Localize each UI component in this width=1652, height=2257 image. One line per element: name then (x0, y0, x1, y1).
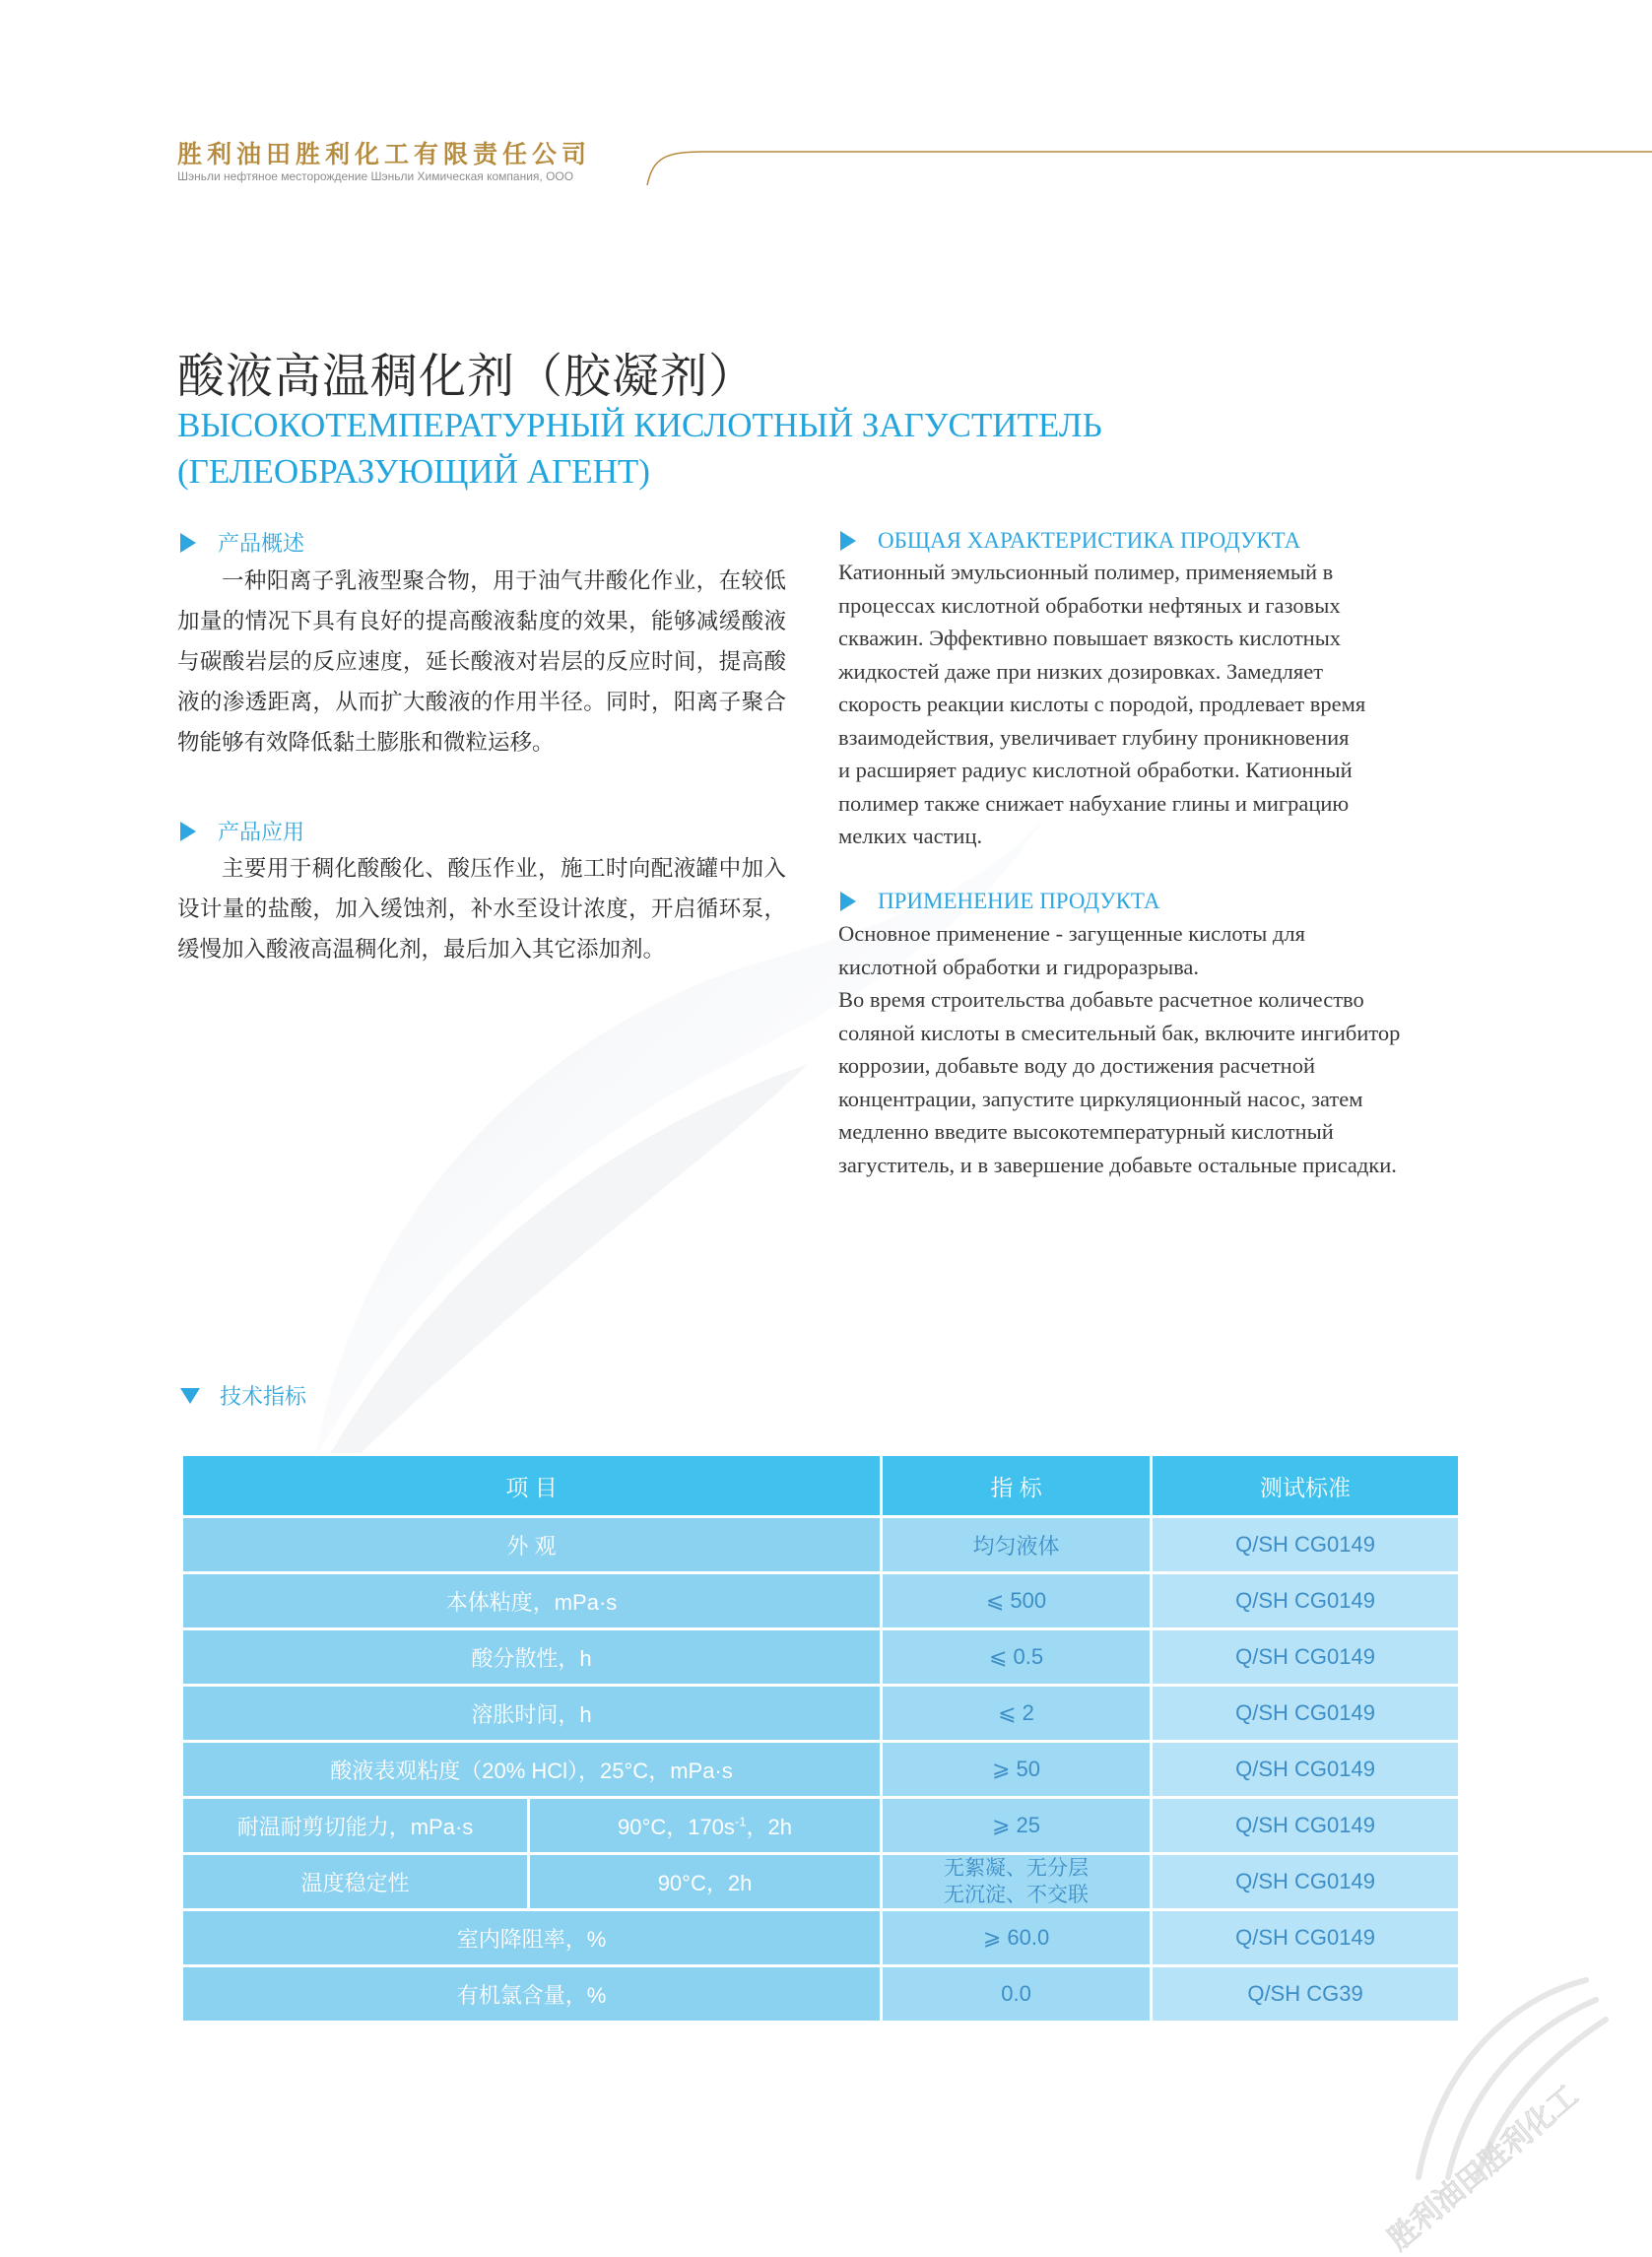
condition-main: 90°C，170s (618, 1814, 735, 1839)
page-title-cn: 酸液高温稠化剂（胶凝剂） (177, 349, 758, 404)
spec-table (180, 1453, 1461, 2024)
section-heading-overview-ru (840, 528, 1300, 554)
cell-value: 0.0 (882, 1966, 1152, 2023)
overview-cn-text: 一种阳离子乳液型聚合物，用于油气井酸化作业，在较低加量的情况下具有良好的提高酸液黏度的效果，能够减缓酸液与碳酸岩层的反应速度，延长酸液对岩层的反应时间，提高酸液的渗透距离，从而扩大酸液的作用半径。同时，阳离子聚合物能够有效降低黏土膨胀和微粒运移。 (177, 568, 786, 756)
section-heading-label: 产品概述 (218, 532, 305, 557)
application-cn-text: 主要用于稠化酸酸化、酸压作业，施工时向配液罐中加入设计量的盐酸，加入缓蚀剂，补水至设计浓度，开启循环泵，缓慢加入酸液高温稠化剂，最后加入其它添加剂。 (177, 856, 786, 963)
cell-item: 温度稳定性 (182, 1854, 529, 1910)
cell-item: 酸分散性，h (182, 1629, 882, 1686)
cell-item: 外 观 (182, 1517, 882, 1573)
watermark-text: 胜利油田胜利化工 (1381, 2079, 1585, 2257)
table-row (182, 1517, 1460, 1573)
cell-value: ⩾ 60.0 (882, 1910, 1152, 1966)
text-line: и расширяет радиус кислотной обработки. Катионный (838, 758, 1353, 782)
company-name-cn: 胜利油田胜利化工有限责任公司 (177, 140, 592, 168)
table-row (182, 1966, 1460, 2023)
column-header-standard: 测试标准 (1152, 1455, 1460, 1517)
text-line: жидкостей даже при низких дозировках. Замедляет (838, 658, 1324, 684)
cell-item: 溶胀时间，h (182, 1686, 882, 1742)
text-line: процессах кислотной обработки нефтяных и газовых (838, 592, 1341, 618)
table-row (182, 1910, 1460, 1966)
cell-value: ⩾ 25 (882, 1798, 1152, 1854)
page-title-ru-line1: ВЫСОКОТЕМПЕРАТУРНЫЙ КИСЛОТНЫЙ ЗАГУСТИТЕЛЬ (177, 406, 1102, 444)
triangle-right-icon (180, 533, 196, 553)
cell-value-line1: 无絮凝、无分层 (944, 1857, 1090, 1880)
cell-item: 耐温耐剪切能力，mPa·s (182, 1798, 529, 1854)
section-heading-label: ПРИМЕНЕНИЕ ПРОДУКТА (878, 889, 1160, 913)
table-row (182, 1629, 1460, 1686)
text-line: кислотной обработки и гидроразрыва. (838, 954, 1200, 979)
triangle-right-icon (840, 892, 856, 911)
cell-standard: Q/SH CG0149 (1152, 1629, 1460, 1686)
text-line: коррозии, добавьте воду до достижения расчетной (838, 1053, 1315, 1078)
section-heading-overview-cn (180, 527, 304, 558)
section-heading-tech (180, 1380, 306, 1411)
section-heading-label: 技术指标 (220, 1385, 307, 1410)
cell-standard: Q/SH CG0149 (1152, 1517, 1460, 1573)
section-heading-application-cn (180, 816, 304, 846)
table-row (182, 1686, 1460, 1742)
cell-standard: Q/SH CG0149 (1152, 1854, 1460, 1910)
table-row (182, 1742, 1460, 1798)
section-heading-label: 产品应用 (218, 821, 305, 845)
section-heading-application-ru (840, 889, 1159, 914)
text-line: скорость реакции кислоты с породой, продлевает время (838, 692, 1366, 716)
table-row (182, 1573, 1460, 1629)
text-line: Во время строительства добавьте расчетное количество (838, 987, 1364, 1012)
overview-ru-text (838, 556, 1469, 853)
cell-value: 均匀液体 (882, 1517, 1152, 1573)
triangle-down-icon (180, 1388, 200, 1404)
triangle-right-icon (180, 822, 196, 841)
text-line: Катионный эмульсионный полимер, применяемый в (838, 560, 1334, 584)
cell-item: 室内降阻率，% (182, 1910, 882, 1966)
text-line: скважин. Эффективно повышает вязкость кислотных (838, 626, 1342, 650)
text-line: концентрации, запустите циркуляционный насос, затем (838, 1086, 1363, 1111)
text-line: медленно введите высокотемпературный кислотный (838, 1119, 1334, 1144)
page-title-ru (177, 402, 1261, 495)
section-heading-label: ОБЩАЯ ХАРАКТЕРИСТИКА ПРОДУКТА (878, 528, 1301, 553)
cell-standard: Q/SH CG39 (1152, 1966, 1460, 2023)
watermark-logo-icon (1359, 1960, 1652, 2257)
text-line: полимер также снижает набухание глины и миграцию (838, 790, 1350, 816)
cell-standard: Q/SH CG0149 (1152, 1910, 1460, 1966)
cell-item: 本体粘度，mPa·s (182, 1573, 882, 1629)
cell-standard: Q/SH CG0149 (1152, 1798, 1460, 1854)
cell-value-line2: 无沉淀、不交联 (944, 1884, 1090, 1906)
page-title-ru-line2: (ГЕЛЕОБРАЗУЮЩИЙ АГЕНТ) (177, 452, 650, 491)
table-header-row (182, 1455, 1460, 1517)
cell-standard: Q/SH CG0149 (1152, 1573, 1460, 1629)
text-line: соляной кислоты в смесительный бак, включите ингибитор (838, 1020, 1401, 1045)
column-header-item: 项 目 (182, 1455, 882, 1517)
cell-value: ⩽ 500 (882, 1573, 1152, 1629)
company-name-ru: Шэньли нефтяное месторождение Шэньли Химическая компания, ООО (177, 169, 574, 183)
cell-item: 有机氯含量，% (182, 1966, 882, 2023)
cell-value: ⩾ 50 (882, 1742, 1152, 1798)
text-line: мелких частиц. (838, 824, 983, 848)
header-rule (645, 148, 1652, 187)
cell-item: 酸液表观粘度（20% HCl），25°C，mPa·s (182, 1742, 882, 1798)
application-ru-text (838, 917, 1469, 1181)
text-line: Основное применение - загущенные кислоты для (838, 921, 1305, 946)
cell-condition: 90°C，2h (529, 1854, 882, 1910)
cell-value (882, 1854, 1152, 1910)
condition-tail: ，2h (746, 1814, 792, 1839)
condition-superscript: -1 (734, 1814, 747, 1829)
cell-condition (529, 1798, 882, 1854)
cell-value: ⩽ 2 (882, 1686, 1152, 1742)
table-row (182, 1798, 1460, 1854)
cell-value: ⩽ 0.5 (882, 1629, 1152, 1686)
text-line: загуститель, и в завершение добавьте остальные присадки. (838, 1152, 1397, 1177)
table-row (182, 1854, 1460, 1910)
cell-standard: Q/SH CG0149 (1152, 1742, 1460, 1798)
column-header-value: 指 标 (882, 1455, 1152, 1517)
triangle-right-icon (840, 531, 856, 551)
cell-standard: Q/SH CG0149 (1152, 1686, 1460, 1742)
text-line: взаимодействия, увеличивает глубину проникновения (838, 724, 1350, 750)
